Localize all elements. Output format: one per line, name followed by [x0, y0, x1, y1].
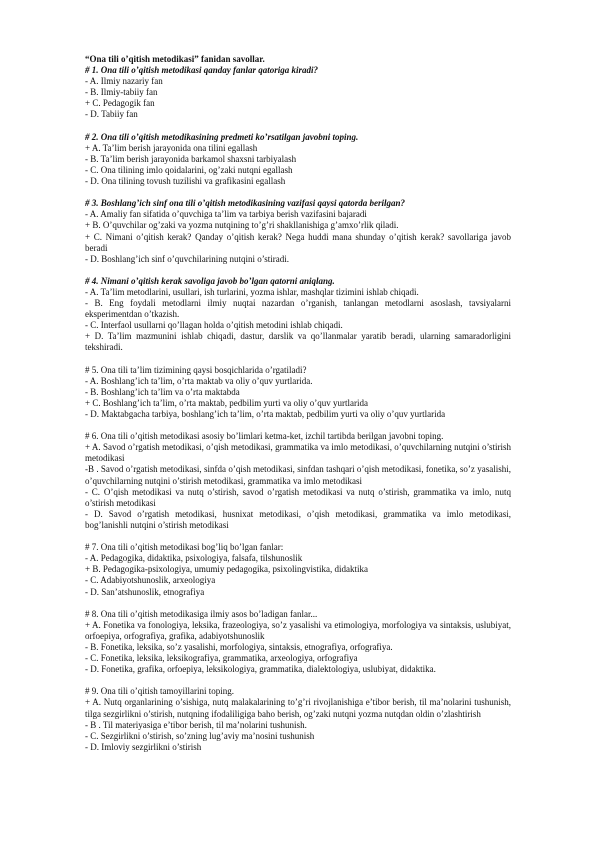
- questions-list: [85, 65, 511, 753]
- answer-option-correct: + B. O’quvchilar og’zaki va yozma nutqining to’g’ri shakllanishiga g’amxo’rlik qiladi.: [85, 220, 399, 231]
- question-block: [85, 276, 511, 365]
- answer-option: - C. Fonetika, leksika, leksikografiya, grammatika, arxeologiya, orfografiya: [85, 653, 358, 664]
- question-block: [85, 431, 511, 542]
- answer-option-correct: + A. Ta’lim berish jarayonida ona tilini egallash: [85, 142, 258, 153]
- question-text: # 9. Ona tili o’qitish tamoyillarini toping.: [85, 686, 234, 697]
- answer-option-correct: + A. Fonetika va fonologiya, leksika, frazeologiya, so’z yasalishi va etimologiya, morfologiya va sintaksis, uslubiyat, orfoepiya, orfografiya, grafika, adabiyotshunoslik: [85, 619, 511, 641]
- answer-option: - B . Til materiyasiga e’tibor berish, til ma’nolarini tushunish.: [85, 719, 307, 730]
- spacer: [85, 531, 511, 542]
- answer-option-correct: + C. Nimani o’qitish kerak? Qanday o’qitish kerak? Nega huddi mana shunday o’qitish kerak? savollariga javob beradi: [85, 231, 511, 253]
- answer-option: - B. Ilmiy-tabiiy fan: [85, 87, 158, 98]
- answer-option: - A. Amaliy fan sifatida o’quvchiga ta’lim va tarbiya berish vazifasini bajaradi: [85, 209, 367, 220]
- answer-option: - A. Boshlang’ich ta’lim, o’rta maktab va oliy o’quv yurtlarida.: [85, 375, 313, 386]
- question-text: # 7. Ona tili o’qitish metodikasi bog’liq bo’lgan fanlar:: [85, 542, 284, 553]
- spacer: [85, 420, 511, 431]
- answer-option: - A. Ta’lim metodlarini, usullari, ish turlarini, yozma ishlar, mashqlar tizimini ishlab chiqadi.: [85, 286, 419, 297]
- answer-option: - D. Savod o’rgatish metodikasi, husnixat metodikasi, o’qish metodikasi, grammatika va imlo metodikasi, bog’lanishli nutqini o’stirish metodikasi: [85, 508, 511, 530]
- answer-option: - C. O’qish metodikasi va nutq o’stirish, savod o’rgatish metodikasi va nutq o’stirish, grammatika va imlo, nutq o’stirish metodikasi: [85, 486, 511, 508]
- question-block: [85, 686, 511, 753]
- document-page: [85, 54, 511, 753]
- answer-option: - C. Ona tilining imlo qoidalarini, og’zaki nutqni egallash: [85, 164, 293, 175]
- question-block: [85, 542, 511, 609]
- answer-option: - A. Pedagogika, didaktika, psixologiya, falsafa, tilshunoslik: [85, 553, 303, 564]
- answer-option: - B. Ta’lim berish jarayonida barkamol shaxsni tarbiyalash: [85, 153, 297, 164]
- spacer: [85, 121, 511, 132]
- answer-option: - A. Ilmiy nazariy fan: [85, 76, 163, 87]
- answer-option: - D. Imloviy sezgirlikni o’stirish: [85, 741, 202, 752]
- answer-option: - D. Fonetika, grafika, orfoepiya, leksikologiya, grammatika, dialektologiya, uslubiyat, didaktika.: [85, 664, 436, 675]
- question-text: # 8. Ona tili o’qitish metodikasiga ilmiy asos bo’ladigan fanlar...: [85, 608, 318, 619]
- question-text: # 4. Nimani o’qitish kerak savoliga javob bo’lgan qatorni aniqlang.: [85, 275, 335, 286]
- spacer: [85, 675, 511, 686]
- answer-option-correct: + A. Savod o’rgatish metodikasi, o’qish metodikasi, grammatika va imlo metodikasi, o’quvchilarning nutqini o’stirish metodikasi: [85, 442, 511, 464]
- answer-option-correct: + B. Pedagogika-psixologiya, umumiy pedagogika, psixolingvistika, didaktika: [85, 564, 369, 575]
- answer-option: - C. Sezgirlikni o’stirish, so’zning lug’aviy ma’nosini tushunish: [85, 730, 315, 741]
- answer-option: - D. Ona tilining tovush tuzilishi va grafikasini egallash: [85, 176, 286, 187]
- question-text: # 5. Ona tili ta’lim tizimining qaysi bosqichlarida o’rgatiladi?: [85, 364, 307, 375]
- question-block: [85, 609, 511, 687]
- answer-option: - D. San’atshunoslik, etnografiya: [85, 586, 205, 597]
- answer-option-correct: + C. Pedagogik fan: [85, 98, 155, 109]
- question-text: # 3. Boshlang’ich sinf ona tili o’qitish metodikasining vazifasi qaysi qatorda berilgan?: [85, 198, 406, 209]
- question-block: [85, 365, 511, 432]
- answer-option: - D. Tabiiy fan: [85, 109, 138, 120]
- answer-option: - B. Boshlang’ich ta’lim va o’rta maktabda: [85, 386, 240, 397]
- spacer: [85, 354, 511, 365]
- answer-option-correct: + C. Boshlang’ich ta’lim, o’rta maktab, pedbilim yurti va oliy o’quv yurtlarida: [85, 397, 369, 408]
- answer-option: - B. Eng foydali metodlarni ilmiy nuqtai nazardan o’rganish, tanlangan metodlarni asoslash, tavsiyalarni eksperimentdan o’tkazish.: [85, 298, 511, 320]
- question-block: [85, 198, 511, 276]
- answer-option: - D. Maktabgacha tarbiya, boshlang’ich ta’lim, o’rta maktab, pedbilim yurti va oliy o’quv yurtlarida: [85, 409, 446, 419]
- answer-option: - C. Adabiyotshunoslik, arxeologiya: [85, 575, 216, 586]
- question-text: # 6. Ona tili o’qitish metodikasi asosiy bo’limlari ketma-ket, izchil tartibda berilgan javobni toping.: [85, 431, 444, 442]
- document-title: “Ona tili o’qitish metodikasi” fanidan savollar.: [85, 54, 265, 64]
- answer-option-correct: + D. Ta’lim mazmunini ishlab chiqadi, dastur, darslik va qo’llanmalar yaratib beradi, ularning samaradorligini tekshiradi.: [85, 331, 511, 353]
- answer-option: - C. Interfaol usullarni qo’llagan holda o’qitish metodini ishlab chiqadi.: [85, 320, 343, 331]
- question-text: # 1. Ona tili o’qitish metodikasi qanday fanlar qatoriga kiradi?: [85, 65, 319, 76]
- question-block: [85, 132, 511, 199]
- answer-option: - D. Boshlang’ich sinf o’quvchilarining nutqini o’stiradi.: [85, 253, 289, 264]
- spacer: [85, 598, 511, 609]
- spacer: [85, 265, 511, 276]
- answer-option-correct: + A. Nutq organlarining o’sishiga, nutq malakalarining to’g’ri rivojlanishiga e’tibor berish, til ma’nolarini tushunish, tilga sezgirlikni o’stirish, nutqning ifodaliligiga baho berish, og’zaki nutqni yozma nutqdan oldin o’zlashtirish: [85, 697, 511, 719]
- question-block: [85, 65, 511, 132]
- answer-option: - B. Fonetika, leksika, so’z yasalishi, morfologiya, sintaksis, etnografiya, orfografiya.: [85, 641, 393, 652]
- answer-option: -B . Savod o’rgatish metodikasi, sinfda o’qish metodikasi, sinfdan tashqari o’qish metodikasi, fonetika, so’z yasalishi, o’quvchilarning nutqini o’stirish metodikasi, grammatika va imlo metodikasi: [85, 464, 511, 486]
- question-text: # 2. Ona tili o’qitish metodikasining predmeti ko’rsatilgan javobni toping.: [85, 131, 359, 142]
- spacer: [85, 187, 511, 198]
